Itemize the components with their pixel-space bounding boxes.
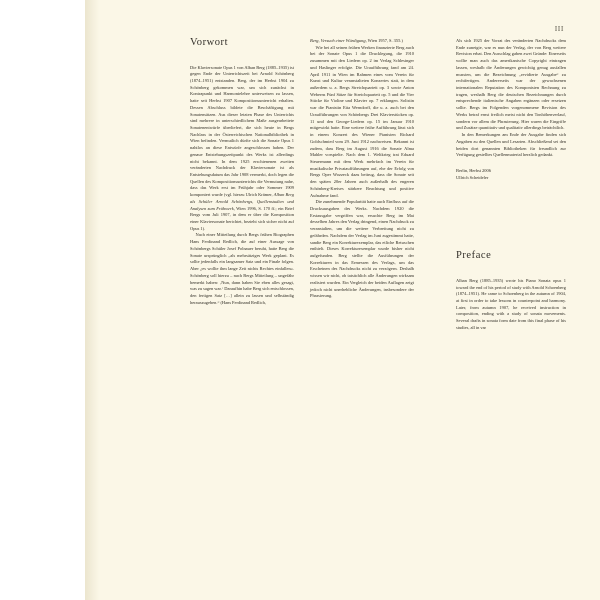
text-column-1 bbox=[190, 38, 294, 306]
citation-italic-berg: Berg, Versuch einer Würdigung, bbox=[310, 38, 367, 43]
text-column-3 bbox=[456, 38, 566, 332]
text-column-2 bbox=[310, 38, 414, 300]
page-title-preface: Preface bbox=[456, 250, 492, 262]
signature-author: Ullrich Scheideler bbox=[456, 174, 489, 180]
paragraph-de-1-italic-title: Alban Berg als Schüler Arnold Schönbergs, Quellenstudien und Analysen zum Frühwerk, bbox=[190, 192, 294, 211]
page-title-vorwort: Vorwort bbox=[190, 37, 229, 48]
signature-place-date: Berlin, Herbst 2006 bbox=[456, 167, 491, 173]
paragraph-de-1-text: Die Klaviersonate Opus 1 von Alban Berg (1885–1935) ist gegen Ende der Unterrichtszeit bei Arnold Schönberg (1874–1951) entstanden. Berg, der im Herbst 1904 zu Schönberg gekommen war, um sich zunächst in Kontrapunkt und Harmonielehre unterweisen zu lassen, hatte seit Herbst 1907 Kompositionsunterricht erhalten. Dessen Abschluss bildete die Beschäftigung mit Sonatensätzen. Aus dieser letzten Phase des Unterrichts sind mehrere in unterschiedlichem Maße ausgearbeitete Sonatenentwürfe überliefert, die sich heute in Bergs Nachlass in der Österreichischen Nationalbibliothek in Wien befinden. Vermutlich dürfte sich die Sonate Opus 1 nahtlos an diese Entwürfe angeschlossen haben. Der genaue Entstehungszeitpunkt des Werks ist allerdings nicht bekannt. In dem 1925 erschienenen zweiten veränderten Nachdruck der Klaviersonate ist als Entstehungsdatum das Jahr 1908 vermerkt, doch legen die Quellen des Kompositionsunterrichts die Vermutung nahe, dass das Werk erst im Frühjahr oder Sommer 1909 komponiert wurde (vgl. hierzu Ulrich Krämer, bbox=[190, 64, 294, 198]
paragraph-de-3 bbox=[310, 38, 414, 45]
paragraph-de-7: In den Bemerkungen am Ende der Ausgabe finden sich Angaben zu den Quellen und Lesarten. Abschließend sei den beiden dort genannten Bibliotheken für freundlich zur Verfügung gestelltes Quellenmaterial herzlich gedankt. bbox=[456, 132, 566, 158]
paragraph-de-2: Nach einer Mitteilung durch Bergs frühen Biographen Hans Ferdinand Redlich, die auf einer Aussage von Schönbergs Schüler Josef Polnauer beruht, hatte Berg die Sonate ursprünglich „als mehrsätziges Werk geplant. Es sollte jedenfalls ein langsamer Satz und ein Finale folgen. Aber ¿es wollte ihm lange Zeit nichts Rechtes einfallen«. Schönberg soll hierzu – nach Bergs Mitteilung – ungefähr bemerkt haben: ‚Nun, dann haben Sie eben alles gesagt, was zu sagen war.‘ Daraufhin habe Berg sich entschlossen, den fertigen Satz […] allein zu lassen und selbständig herauszugeben.“ (Hans Ferdinand Redlich, bbox=[190, 232, 294, 305]
paragraph-en-1: Alban Berg (1885–1935) wrote his Piano Sonata opus 1 toward the end of his period of study with Arnold Schoenberg (1874–1951). He came to Schoenberg in the autumn of 1904, at first in order to take lessons in counterpoint and harmony. Later, from autumn 1907, he received instruction in composition, ending with a study of sonata movements. Several drafts in sonata form date from this final phase of his studies, all in var bbox=[456, 277, 566, 330]
paragraph-de-5: Die zunehmende Popularität hatte auch Einfluss auf die Drucksausgaben des Werks. Nachdem 1920 die Erstausgabe vergriffen war, ersuchte Berg im Mai desselben Jahres den Verlag dringend, einen Nachdruck zu veranstalten, um die weitere Verbreitung nicht zu gefährden. Nachdem der Verlag im Juni zugestimmt hatte, sandte Berg ein Korrekturexemplar, das etliche Retuschen enthielt. Dieses Korrekturexemplar wurde bisher nicht aufgefunden. Berg stellte die Ausführungen der Korrekturen in das Ermessen des Verlags, um das Erscheinen des Nachdrucks nicht zu verzögern. Deshalb wissen wir nicht, ob tatsächlich alle Änderungen wirksam realisiert wurden. Ein Vergleich der beiden Auflagen zeigt jedoch nicht unerhebliche Änderungen, insbesondere der Phrasierung. bbox=[310, 199, 414, 299]
paragraph-de-6: Als sich 1925 der Vorrat des veränderten Nachdrucks dem Ende zuneigte, war es nun der Verlag, der von Berg weitere Revision erbat. Den Ausschlag gaben zwei Gründe: Einerseits wollte man auch das amerikanische Copyright eintragen lassen, weshalb die Änderungen gewichtig genug ausfallen mussten, um die Bezeichnung „revidierte Ausgabe“ zu rechtfertigen. Andererseits war der gewachsenen internationalen Reputation des Komponisten Rechnung zu tragen, weshalb Berg die deutschen Bezeichnungen durch entsprechende italienische Angaben ergänzen oder ersetzen sollte. Bergs im Folgenden vorgenommene Revision des Werks betraf ernst freilich meist nicht den Tonhöhenverlauf, sondern vor allem die Phrasierung. Hier waren die Eingriffe und Zusätze quantitativ und qualitativ allerdings beträchtlich. bbox=[456, 38, 566, 131]
page-leaf bbox=[85, 0, 600, 600]
paragraph-de-1 bbox=[190, 65, 294, 233]
paragraph-de-1-tail: Wien 1996, S. 170 ff.; ein Brief Bergs vom Juli 1907, in dem er über die Komposition einer Klaviersonate berichtet, bezieht sich sicher nicht auf Opus 1). bbox=[190, 205, 294, 231]
folio-page-number: III bbox=[554, 24, 564, 33]
section-spacer bbox=[456, 181, 566, 251]
paragraph-de-3-text: Wien 1957, S. 355.) bbox=[367, 38, 403, 43]
paragraph-de-4: Wie bei all seinen frühen Werken finanzierte Berg auch bei der Sonate Opus 1 die Drucklegung, die 1910 zusammen mit den Liedern op. 2 im Verlag Schlesinger und Haslinger erfolgte. Die Uraufführung fand am 24. April 1911 in Wien im Rahmen eines vom Verein für Kunst und Kultur veranstalteten Konzertes statt, in dem außerdem u. a. Bergs Streichquartett op. 3 sowie Anton Weberns Fünf Sätze für Streichquartett op. 5 und die Vier Stücke für Violine und Klavier op. 7 erklangen. Solistin war die Pianistin Etta Werndorff, die u. a. auch bei den Uraufführungen von Schönbergs Drei Klavierstücken op. 11 und den George-Liedern op. 15 im Januar 1910 mitgewirkt hatte. Eine weitere frühe Aufführung lässt sich in einem Konzert des Wiener Pianisten Richard Goldschmied vom 29. Juni 1912 nachweisen. Bekannt ist zudem, dass Berg im August 1916 die Sonate Alma Mahler vorspielte. Nach dem 1. Weltkrieg trat Eduard Steuermann mit dem Werk mehrfach im Verein für musikalische Privataufführungen auf, ehe der Erfolg von Bergs Oper Wozzeck dazu beitrug, dass die Sonate seit den späten 20er Jahren auch außerhalb des engeren Schönberg-Kreises stärkere Beachtung und positive Aufnahme fand. bbox=[310, 44, 414, 198]
